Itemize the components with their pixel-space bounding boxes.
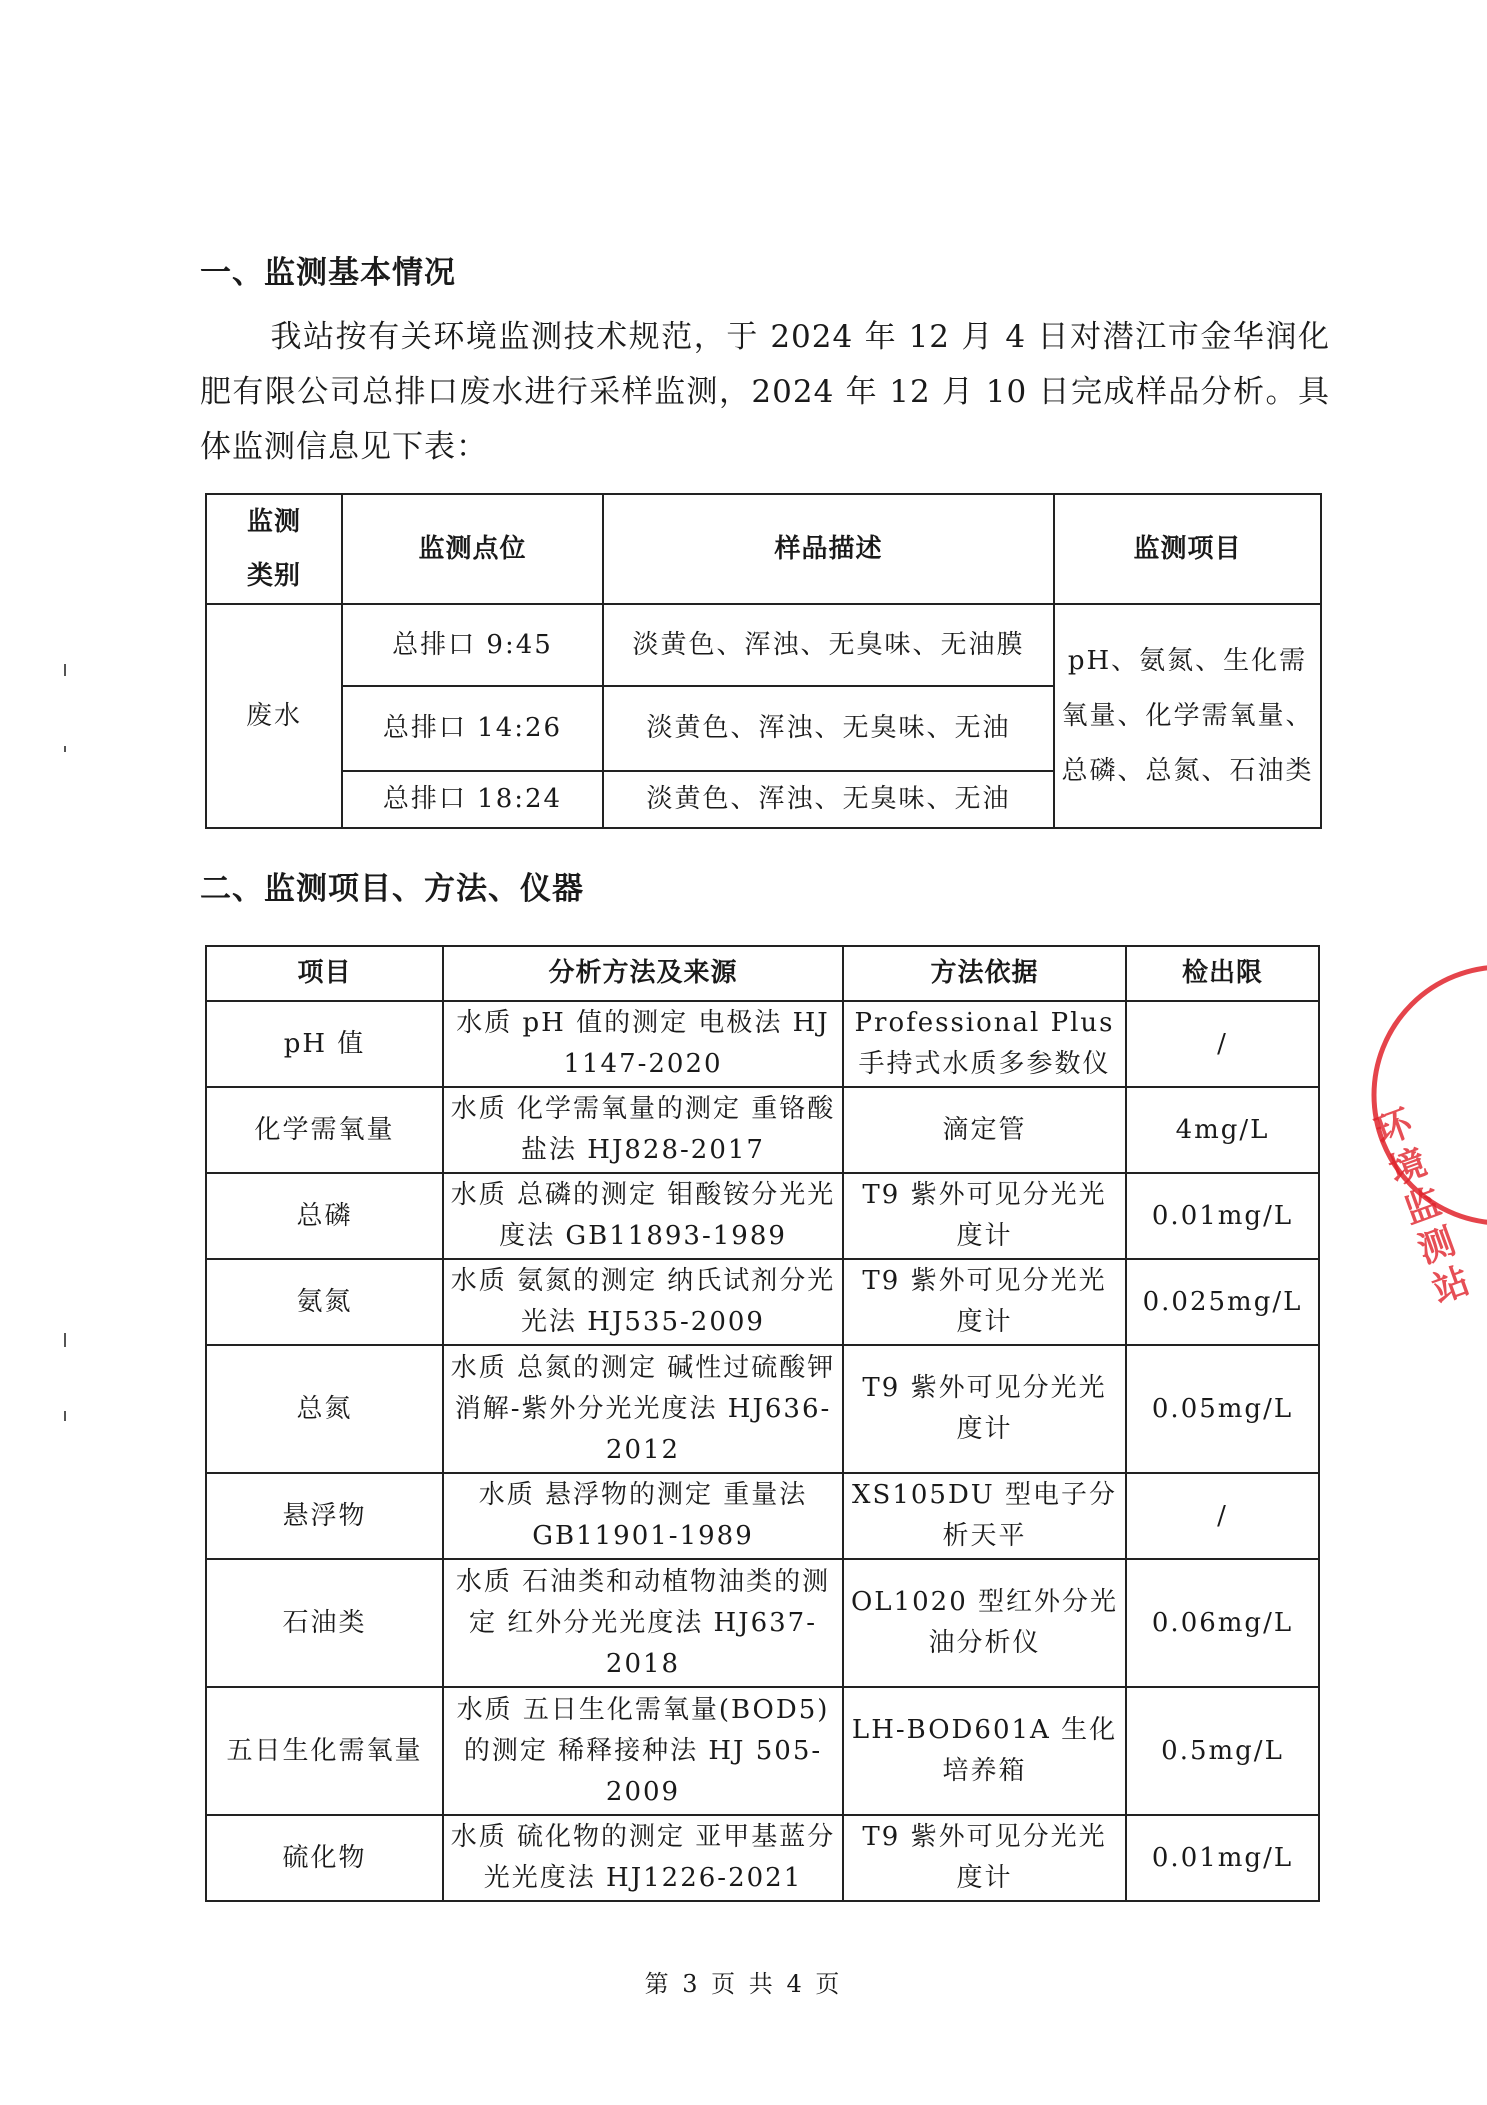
- official-stamp: [1322, 960, 1476, 1315]
- svg-text:环境监测站: 环境监测站: [1364, 1102, 1476, 1315]
- section1-paragraph-text: 我站按有关环境监测技术规范，于 2024 年 12 月 4 日对潜江市金华润化肥有限公司总排口废水进行采样监测，2024 年 12 月 10 日完成样品分析。具体监测信息见下表：: [200, 319, 1330, 465]
- basis-cell: T9 紫外可见分光光度计: [843, 1173, 1126, 1259]
- table1-header-category: 监测类别: [206, 494, 342, 604]
- basis-cell: XS105DU 型电子分析天平: [843, 1473, 1126, 1559]
- table1-header-items: 监测项目: [1054, 494, 1321, 604]
- method-cell: 水质 总磷的测定 钼酸铵分光光度法 GB11893-1989: [443, 1173, 843, 1259]
- scan-mark: [64, 1411, 66, 1421]
- item-cell: pH 值: [206, 1001, 443, 1087]
- basis-cell: T9 紫外可见分光光度计: [843, 1259, 1126, 1345]
- item-cell: 五日生化需氧量: [206, 1687, 443, 1815]
- limit-cell: /: [1126, 1473, 1319, 1559]
- limit-cell: 0.01mg/L: [1126, 1815, 1319, 1901]
- section2-heading: 二、监测项目、方法、仪器: [200, 871, 584, 907]
- section1-paragraph: [200, 310, 1330, 475]
- table-row: [206, 604, 1321, 686]
- table1-description-cell: 淡黄色、浑浊、无臭味、无油: [603, 771, 1054, 828]
- limit-cell: 0.06mg/L: [1126, 1559, 1319, 1687]
- table-row: [206, 1815, 1319, 1901]
- limit-cell: 0.5mg/L: [1126, 1687, 1319, 1815]
- table-row: [206, 1259, 1319, 1345]
- item-cell: 硫化物: [206, 1815, 443, 1901]
- limit-cell: 0.01mg/L: [1126, 1173, 1319, 1259]
- limit-cell: 4mg/L: [1126, 1087, 1319, 1173]
- method-cell: 水质 悬浮物的测定 重量法 GB11901-1989: [443, 1473, 843, 1559]
- basis-cell: T9 紫外可见分光光度计: [843, 1345, 1126, 1473]
- table-row: [206, 1473, 1319, 1559]
- table1-point-cell: 总排口 9:45: [342, 604, 603, 686]
- limit-cell: 0.025mg/L: [1126, 1259, 1319, 1345]
- method-cell: 水质 总氮的测定 碱性过硫酸钾消解-紫外分光光度法 HJ636-2012: [443, 1345, 843, 1473]
- limit-cell: 0.05mg/L: [1126, 1345, 1319, 1473]
- scan-mark: [64, 664, 66, 676]
- page-footer: 第 3 页 共 4 页: [644, 1970, 843, 1998]
- basis-cell: LH-BOD601A 生化培养箱: [843, 1687, 1126, 1815]
- table1-point-cell: 总排口 14:26: [342, 686, 603, 771]
- table1-category-cell: 废水: [206, 604, 342, 828]
- item-cell: 悬浮物: [206, 1473, 443, 1559]
- limit-cell: /: [1126, 1001, 1319, 1087]
- method-cell: 水质 pH 值的测定 电极法 HJ 1147-2020: [443, 1001, 843, 1087]
- table-row: [206, 1001, 1319, 1087]
- table1-description-cell: 淡黄色、浑浊、无臭味、无油: [603, 686, 1054, 771]
- item-cell: 化学需氧量: [206, 1087, 443, 1173]
- basis-cell: 滴定管: [843, 1087, 1126, 1173]
- table1-items-cell: pH、氨氮、生化需氧量、化学需氧量、总磷、总氮、石油类: [1054, 604, 1321, 828]
- basis-cell: OL1020 型红外分光油分析仪: [843, 1559, 1126, 1687]
- table2-header-row: [206, 946, 1319, 1001]
- item-cell: 总磷: [206, 1173, 443, 1259]
- table-row: [206, 1687, 1319, 1815]
- method-cell: 水质 五日生化需氧量(BOD5)的测定 稀释接种法 HJ 505-2009: [443, 1687, 843, 1815]
- method-cell: 水质 化学需氧量的测定 重铬酸盐法 HJ828-2017: [443, 1087, 843, 1173]
- table1-header-description: 样品描述: [603, 494, 1054, 604]
- table-row: [206, 1173, 1319, 1259]
- basis-cell: Professional Plus 手持式水质多参数仪: [843, 1001, 1126, 1087]
- section1-heading: 一、监测基本情况: [200, 255, 456, 291]
- item-cell: 石油类: [206, 1559, 443, 1687]
- table2-header-item: 项目: [206, 946, 443, 1001]
- table-row: [206, 1087, 1319, 1173]
- method-cell: 水质 氨氮的测定 纳氏试剂分光光法 HJ535-2009: [443, 1259, 843, 1345]
- table1-header-row: [206, 494, 1321, 604]
- table-row: [206, 1559, 1319, 1687]
- table2-header-basis: 方法依据: [843, 946, 1126, 1001]
- method-cell: 水质 石油类和动植物油类的测定 红外分光光度法 HJ637-2018: [443, 1559, 843, 1687]
- methods-table: [205, 945, 1320, 1902]
- scan-mark: [64, 1333, 66, 1347]
- item-cell: 氨氮: [206, 1259, 443, 1345]
- method-cell: 水质 硫化物的测定 亚甲基蓝分光光度法 HJ1226-2021: [443, 1815, 843, 1901]
- table-row: [206, 1345, 1319, 1473]
- scan-mark: [64, 746, 66, 752]
- monitoring-info-table: [205, 493, 1322, 829]
- item-cell: 总氮: [206, 1345, 443, 1473]
- table1-header-point: 监测点位: [342, 494, 603, 604]
- basis-cell: T9 紫外可见分光光度计: [843, 1815, 1126, 1901]
- table1-point-cell: 总排口 18:24: [342, 771, 603, 828]
- table2-header-method: 分析方法及来源: [443, 946, 843, 1001]
- table2-header-limit: 检出限: [1126, 946, 1319, 1001]
- table1-description-cell: 淡黄色、浑浊、无臭味、无油膜: [603, 604, 1054, 686]
